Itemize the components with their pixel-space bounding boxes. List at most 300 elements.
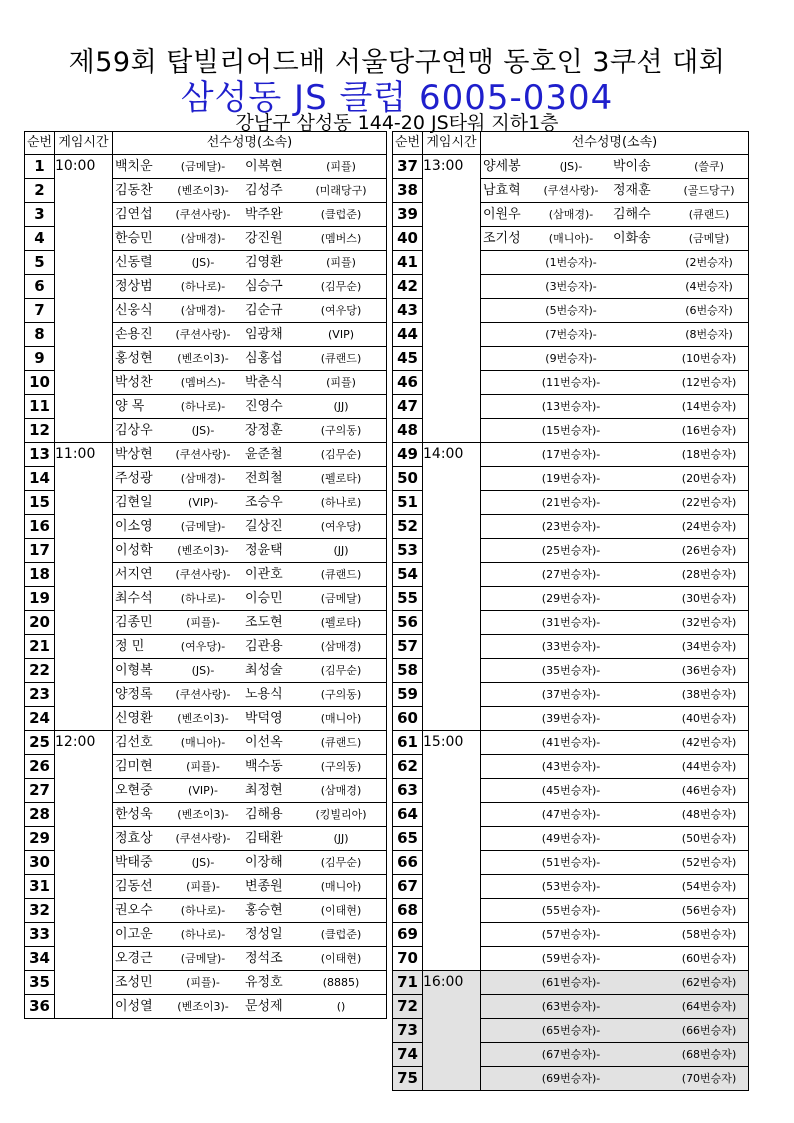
- player2-club: (44번승자): [681, 760, 737, 773]
- match-players: [113, 347, 387, 371]
- player2-name: 전희철: [245, 471, 283, 486]
- player1-name: 김현일: [115, 495, 153, 510]
- player1-club: (쿠션사랑)-: [175, 568, 231, 581]
- match-number: 16: [25, 515, 55, 539]
- player2-club: (VIP): [328, 328, 354, 341]
- tournament-title: 제59회 탑빌리어드배 서울당구연맹 동호인 3쿠션 대회: [68, 47, 726, 78]
- match-number: 58: [393, 659, 423, 683]
- player1-club-name: 33번승자: [546, 640, 592, 653]
- player2-club: (매니아): [320, 880, 362, 893]
- player1-club-name: 25번승자: [546, 544, 592, 557]
- match-number: 73: [393, 1019, 423, 1043]
- player1-club: (23번승자)-: [541, 520, 601, 533]
- table-row: [25, 443, 387, 467]
- player1-club-name: 53번승자: [546, 880, 592, 893]
- player2-club: (하나로): [320, 496, 362, 509]
- player1-club: (3번승자)-: [545, 280, 597, 293]
- player2-name: 정석조: [245, 951, 283, 966]
- player2-club-name: 매니아: [325, 712, 357, 725]
- player2-club-name: 32번승자: [686, 616, 732, 629]
- match-number: 53: [393, 539, 423, 563]
- player1-club: (9번승자)-: [545, 352, 597, 365]
- player2-club-name: 50번승자: [686, 832, 732, 845]
- player1-name: 김상우: [115, 423, 153, 438]
- player2-club-name: 10번승자: [686, 352, 732, 365]
- player1-club-name: 벤조이3: [181, 712, 221, 725]
- player2-club-name: 여우당: [325, 304, 357, 317]
- player2-club-name: 44번승자: [686, 760, 732, 773]
- match-players: [113, 779, 387, 803]
- match-players: [481, 659, 749, 683]
- match-players: [113, 539, 387, 563]
- player2-club: (30번승자): [681, 592, 737, 605]
- match-players: [113, 803, 387, 827]
- player2-club-name: 30번승자: [686, 592, 732, 605]
- match-number: 47: [393, 395, 423, 419]
- player1-club: (VIP)-: [188, 496, 218, 509]
- match-number: 36: [25, 995, 55, 1019]
- player1-club-name: 47번승자: [546, 808, 592, 821]
- match-players: [481, 251, 749, 275]
- match-number: 70: [393, 947, 423, 971]
- player1-club: (VIP)-: [188, 784, 218, 797]
- match-players: [481, 731, 749, 755]
- match-players: [481, 1043, 749, 1067]
- player2-name: 최정현: [245, 783, 283, 798]
- player1-club: (쿠션사랑)-: [543, 184, 599, 197]
- player2-club: (삼매경): [320, 784, 362, 797]
- player1-club-name: 멤버스: [185, 376, 217, 389]
- player2-club: (20번승자): [681, 472, 737, 485]
- player1-club-name: 피플: [190, 616, 212, 629]
- player2-club: (12번승자): [681, 376, 737, 389]
- player1-name: 김동선: [115, 879, 153, 894]
- player1-club: (피플)-: [186, 616, 220, 629]
- player1-name: 김선호: [115, 735, 153, 750]
- player1-club: (금메달)-: [180, 520, 226, 533]
- table-row: [393, 971, 749, 995]
- player2-name: 심승구: [245, 279, 283, 294]
- match-players: [113, 395, 387, 419]
- match-number: 6: [25, 275, 55, 299]
- match-players: [113, 563, 387, 587]
- player2-name: 김성주: [245, 183, 283, 198]
- match-number: 33: [25, 923, 55, 947]
- player2-club: (피플): [326, 160, 356, 173]
- player2-name: 윤준철: [245, 447, 283, 462]
- player2-name: 김영환: [245, 255, 283, 270]
- player2-name: 이관호: [245, 567, 283, 582]
- match-players: [113, 995, 387, 1019]
- player2-club-name: 멤버스: [325, 232, 357, 245]
- player2-club-name: 48번승자: [686, 808, 732, 821]
- player2-club-name: JJ: [337, 832, 345, 845]
- match-players: [113, 875, 387, 899]
- player2-club: (이태현): [320, 952, 362, 965]
- player2-club: (36번승자): [681, 664, 737, 677]
- player2-club: (26번승자): [681, 544, 737, 557]
- player2-club: (큐랜드): [320, 352, 362, 365]
- player1-name: 신웅식: [115, 303, 153, 318]
- table-row: [393, 155, 749, 179]
- match-number: 55: [393, 587, 423, 611]
- match-players: [113, 371, 387, 395]
- match-players: [481, 179, 749, 203]
- match-players: [113, 971, 387, 995]
- player1-club: (벤조이3)-: [177, 808, 229, 821]
- player2-club-name: 피플: [330, 256, 352, 269]
- header-time: 게임시간: [55, 132, 113, 155]
- header-players: 선수성명(소속): [113, 132, 387, 155]
- match-players: [481, 443, 749, 467]
- match-players: [481, 347, 749, 371]
- player2-name: 조승우: [245, 495, 283, 510]
- player2-club: (50번승자): [681, 832, 737, 845]
- match-players: [113, 251, 387, 275]
- player2-club: (피플): [326, 256, 356, 269]
- match-players: [481, 827, 749, 851]
- match-players: [481, 1067, 749, 1091]
- match-number: 59: [393, 683, 423, 707]
- player2-club-name: 김무순: [325, 280, 357, 293]
- table-row: [25, 731, 387, 755]
- player1-club-name: 27번승자: [546, 568, 592, 581]
- match-number: 72: [393, 995, 423, 1019]
- player2-name: 강진원: [245, 231, 283, 246]
- player1-name: 신동렬: [115, 255, 153, 270]
- player2-club: (): [336, 1000, 346, 1013]
- player2-name: 홍승현: [245, 903, 283, 918]
- player1-club-name: 51번승자: [546, 856, 592, 869]
- player1-club-name: 쿠션사랑: [179, 208, 223, 221]
- player1-club-name: 쿠션사랑: [179, 832, 223, 845]
- player1-club-name: 쿠션사랑: [179, 328, 223, 341]
- player2-name: 정재훈: [613, 183, 651, 198]
- match-number: 15: [25, 491, 55, 515]
- match-players: [113, 659, 387, 683]
- player1-name: 오현중: [115, 783, 153, 798]
- player1-club-name: 금메달: [185, 952, 217, 965]
- match-players: [113, 587, 387, 611]
- player2-club: (여우당): [320, 520, 362, 533]
- match-number: 64: [393, 803, 423, 827]
- player2-club-name: 큐랜드: [325, 736, 357, 749]
- header-row: [25, 132, 387, 155]
- player2-club: (28번승자): [681, 568, 737, 581]
- match-number: 74: [393, 1043, 423, 1067]
- player1-name: 백치운: [115, 159, 153, 174]
- player1-club-name: 여우당: [185, 640, 217, 653]
- player1-name: 정상범: [115, 279, 153, 294]
- match-players: [113, 491, 387, 515]
- match-number: 27: [25, 779, 55, 803]
- player2-club: (54번승자): [681, 880, 737, 893]
- player2-club: (10번승자): [681, 352, 737, 365]
- player2-club: (4번승자): [685, 280, 733, 293]
- match-players: [481, 707, 749, 731]
- player2-name: 이선옥: [245, 735, 283, 750]
- player2-club: (클럽준): [320, 928, 362, 941]
- match-players: [113, 227, 387, 251]
- player2-club: (56번승자): [681, 904, 737, 917]
- player2-name: 김해수: [613, 207, 651, 222]
- player2-club: (금메달): [320, 592, 362, 605]
- match-number: 14: [25, 467, 55, 491]
- player1-club: (7번승자)-: [545, 328, 597, 341]
- player2-name: 조도현: [245, 615, 283, 630]
- player2-club: (김무순): [320, 664, 362, 677]
- player1-club: (61번승자)-: [541, 976, 601, 989]
- player2-club-name: 하나로: [325, 496, 357, 509]
- player2-club-name: 이태현: [325, 904, 357, 917]
- match-players: [113, 683, 387, 707]
- player1-club: (삼매경)-: [548, 208, 594, 221]
- player1-club: (JS)-: [191, 856, 215, 869]
- player1-club-name: JS: [195, 856, 207, 869]
- player2-club: (매니아): [320, 712, 362, 725]
- player2-club-name: 26번승자: [686, 544, 732, 557]
- match-number: 41: [393, 251, 423, 275]
- game-time: 11:00: [55, 443, 113, 731]
- player2-name: 김태환: [245, 831, 283, 846]
- match-number: 68: [393, 899, 423, 923]
- player2-club: (피플): [326, 376, 356, 389]
- player1-club: (쿠션사랑)-: [175, 448, 231, 461]
- player1-club-name: 피플: [190, 976, 212, 989]
- match-number: 25: [25, 731, 55, 755]
- player1-club: (1번승자)-: [545, 256, 597, 269]
- player2-club-name: 피플: [330, 376, 352, 389]
- player2-name: 이화송: [613, 231, 651, 246]
- match-number: 75: [393, 1067, 423, 1091]
- match-players: [481, 755, 749, 779]
- player2-club: (삼매경): [320, 640, 362, 653]
- player2-club: (클럽준): [320, 208, 362, 221]
- player1-club: (피플)-: [186, 880, 220, 893]
- match-players: [113, 275, 387, 299]
- player1-club: (13번승자)-: [541, 400, 601, 413]
- player2-name: 유정호: [245, 975, 283, 990]
- player1-club: (쿠션사랑)-: [175, 328, 231, 341]
- player1-name: 김연섭: [115, 207, 153, 222]
- player2-club: (66번승자): [681, 1024, 737, 1037]
- match-number: 34: [25, 947, 55, 971]
- player2-club: (멤버스): [320, 232, 362, 245]
- player1-club: (57번승자)-: [541, 928, 601, 941]
- match-players: [113, 323, 387, 347]
- player2-club-name: 8885: [327, 976, 355, 989]
- player1-club: (벤조이3)-: [177, 1000, 229, 1013]
- player2-club-name: 펠로타: [325, 616, 357, 629]
- player1-club-name: 삼매경: [185, 472, 217, 485]
- player1-club: (43번승자)-: [541, 760, 601, 773]
- player2-club-name: 14번승자: [686, 400, 732, 413]
- player2-name: 변종원: [245, 879, 283, 894]
- player2-club: (24번승자): [681, 520, 737, 533]
- player1-name: 조기성: [483, 231, 521, 246]
- player1-club: (25번승자)-: [541, 544, 601, 557]
- player2-name: 김관용: [245, 639, 283, 654]
- player1-name: 조성민: [115, 975, 153, 990]
- player2-club: (구의동): [320, 688, 362, 701]
- player1-club-name: 삼매경: [553, 208, 585, 221]
- header-row: [393, 132, 749, 155]
- player2-club-name: 20번승자: [686, 472, 732, 485]
- player2-name: 장정훈: [245, 423, 283, 438]
- match-players: [481, 779, 749, 803]
- player2-club-name: 54번승자: [686, 880, 732, 893]
- player1-name: 이원우: [483, 207, 521, 222]
- match-players: [113, 851, 387, 875]
- schedule-table-right: [392, 131, 749, 1091]
- player1-club: (매니아)-: [548, 232, 594, 245]
- player2-club-name: 삼매경: [325, 784, 357, 797]
- player2-club-name: 김무순: [325, 448, 357, 461]
- player2-club: (6번승자): [685, 304, 733, 317]
- player1-name: 박태중: [115, 855, 153, 870]
- header-no: 순번: [393, 132, 423, 155]
- player1-club-name: 벤조이3: [181, 352, 221, 365]
- match-number: 56: [393, 611, 423, 635]
- player2-club-name: 피플: [330, 160, 352, 173]
- player2-club-name: 삼매경: [325, 640, 357, 653]
- player2-club-name: 김무순: [325, 856, 357, 869]
- player1-club: (하나로)-: [180, 400, 226, 413]
- player1-name: 박상현: [115, 447, 153, 462]
- header-no: 순번: [25, 132, 55, 155]
- player2-club: (18번승자): [681, 448, 737, 461]
- player1-name: 주성광: [115, 471, 153, 486]
- match-number: 45: [393, 347, 423, 371]
- match-players: [481, 203, 749, 227]
- player2-club-name: JJ: [337, 544, 345, 557]
- player2-club: (구의동): [320, 424, 362, 437]
- match-players: [481, 587, 749, 611]
- player2-club: (46번승자): [681, 784, 737, 797]
- match-players: [481, 947, 749, 971]
- player2-club: (여우당): [320, 304, 362, 317]
- player2-club-name: 금메달: [325, 592, 357, 605]
- player2-club-name: 큐랜드: [693, 208, 725, 221]
- player1-club-name: 39번승자: [546, 712, 592, 725]
- player1-name: 김미현: [115, 759, 153, 774]
- player2-club-name: 4번승자: [689, 280, 729, 293]
- player1-club-name: 57번승자: [546, 928, 592, 941]
- player1-club-name: 금메달: [185, 520, 217, 533]
- player1-club-name: 35번승자: [546, 664, 592, 677]
- match-number: 52: [393, 515, 423, 539]
- player2-name: 박춘식: [245, 375, 283, 390]
- match-number: 2: [25, 179, 55, 203]
- player1-club: (11번승자)-: [541, 376, 601, 389]
- player1-club-name: VIP: [192, 784, 210, 797]
- match-number: 35: [25, 971, 55, 995]
- player2-club-name: 62번승자: [686, 976, 732, 989]
- match-players: [113, 203, 387, 227]
- player1-club: (21번승자)-: [541, 496, 601, 509]
- match-number: 23: [25, 683, 55, 707]
- player2-club: (펠로타): [320, 472, 362, 485]
- match-players: [481, 611, 749, 635]
- player1-club: (쿠션사랑)-: [175, 688, 231, 701]
- player1-name: 정 민: [115, 639, 145, 654]
- player2-club-name: 58번승자: [686, 928, 732, 941]
- player1-club: (59번승자)-: [541, 952, 601, 965]
- match-players: [481, 971, 749, 995]
- match-players: [481, 803, 749, 827]
- player2-club-name: 구의동: [325, 760, 357, 773]
- player1-club-name: 매니아: [553, 232, 585, 245]
- player1-club-name: 63번승자: [546, 1000, 592, 1013]
- match-number: 63: [393, 779, 423, 803]
- player1-club: (31번승자)-: [541, 616, 601, 629]
- header-time: 게임시간: [423, 132, 481, 155]
- player2-club: (구의동): [320, 760, 362, 773]
- player1-club-name: 41번승자: [546, 736, 592, 749]
- player1-club: (53번승자)-: [541, 880, 601, 893]
- player2-club-name: 큐랜드: [325, 568, 357, 581]
- match-players: [481, 563, 749, 587]
- player1-club: (27번승자)-: [541, 568, 601, 581]
- player1-club: (55번승자)-: [541, 904, 601, 917]
- player2-name: 문성제: [245, 999, 283, 1014]
- player1-club-name: JS: [195, 424, 207, 437]
- match-number: 40: [393, 227, 423, 251]
- header-players: 선수성명(소속): [481, 132, 749, 155]
- player1-club: (매니아)-: [180, 736, 226, 749]
- player1-name: 최수석: [115, 591, 153, 606]
- game-time: 16:00: [423, 971, 481, 1091]
- player1-club: (67번승자)-: [541, 1048, 601, 1061]
- match-number: 50: [393, 467, 423, 491]
- match-number: 22: [25, 659, 55, 683]
- player1-club: (69번승자)-: [541, 1072, 601, 1085]
- player1-club-name: 삼매경: [185, 232, 217, 245]
- player1-club-name: 59번승자: [546, 952, 592, 965]
- player2-club: (42번승자): [681, 736, 737, 749]
- player2-club-name: VIP: [332, 328, 350, 341]
- game-time: 15:00: [423, 731, 481, 971]
- player2-club: (JJ): [333, 544, 349, 557]
- player1-name: 양정록: [115, 687, 153, 702]
- player2-club: (32번승자): [681, 616, 737, 629]
- match-players: [481, 491, 749, 515]
- player2-name: 심홍섭: [245, 351, 283, 366]
- match-number: 4: [25, 227, 55, 251]
- match-number: 43: [393, 299, 423, 323]
- player1-club-name: 17번승자: [546, 448, 592, 461]
- player2-club-name: 미래당구: [319, 184, 363, 197]
- match-players: [481, 515, 749, 539]
- player2-club-name: 68번승자: [686, 1048, 732, 1061]
- player1-name: 신영환: [115, 711, 153, 726]
- player1-club: (35번승자)-: [541, 664, 601, 677]
- player2-name: 이장해: [245, 855, 283, 870]
- match-number: 11: [25, 395, 55, 419]
- player1-club: (41번승자)-: [541, 736, 601, 749]
- player1-club: (하나로)-: [180, 904, 226, 917]
- match-number: 30: [25, 851, 55, 875]
- player1-club: (49번승자)-: [541, 832, 601, 845]
- player2-club-name: 70번승자: [686, 1072, 732, 1085]
- player2-club-name: 24번승자: [686, 520, 732, 533]
- player1-club: (JS)-: [191, 424, 215, 437]
- match-players: [113, 731, 387, 755]
- player2-club: (68번승자): [681, 1048, 737, 1061]
- player2-club: (8885): [322, 976, 360, 989]
- player2-club: (금메달): [688, 232, 730, 245]
- player2-club-name: 여우당: [325, 520, 357, 533]
